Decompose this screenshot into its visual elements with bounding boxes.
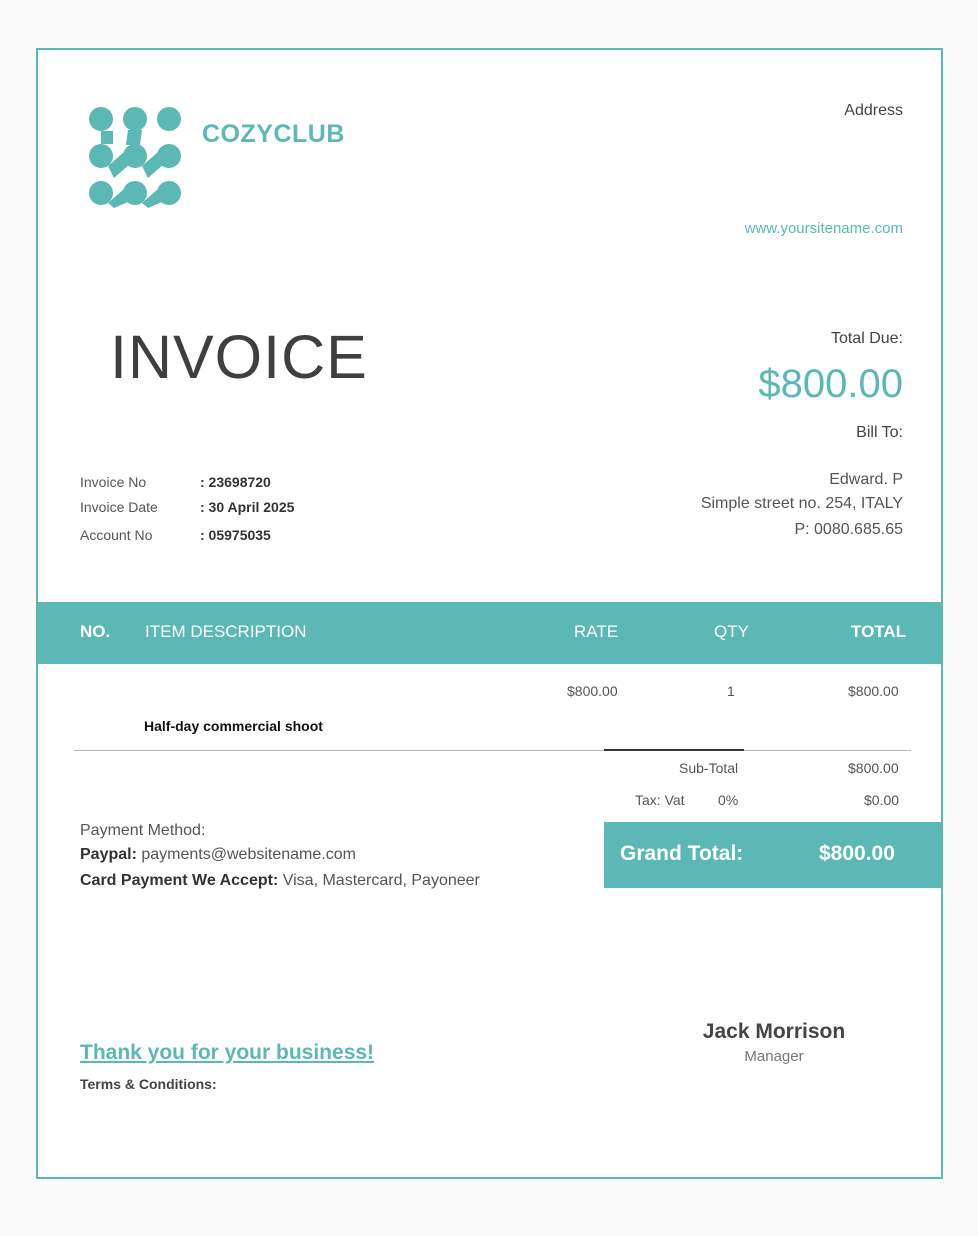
invoice-date-value: : 30 April 2025	[200, 499, 295, 515]
client-phone: P: 0080.685.65	[794, 521, 903, 538]
item-total: $800.00	[848, 683, 899, 699]
tax-value: $0.00	[864, 792, 900, 808]
invoice-title: INVOICE	[110, 323, 368, 391]
grand-total-label: Grand Total:	[620, 842, 744, 865]
table-divider	[74, 750, 911, 751]
payment-method-label: Payment Method:	[80, 822, 206, 839]
bill-to-label: Bill To:	[856, 424, 903, 441]
card-value: Visa, Mastercard, Payoneer	[282, 872, 480, 889]
client-street: Simple street no. 254, ITALY	[700, 495, 903, 512]
invoice-no-value: : 23698720	[200, 474, 271, 490]
address-label: Address	[844, 102, 903, 119]
paypal-label: Paypal:	[80, 846, 137, 863]
col-qty: QTY	[714, 622, 749, 641]
paypal-value: payments@websitename.com	[141, 846, 356, 863]
website-link[interactable]: www.yoursitename.com	[744, 220, 903, 237]
signer-name: Jack Morrison	[702, 1020, 846, 1043]
total-due-value: $800.00	[758, 362, 903, 406]
invoice-date-label: Invoice Date	[80, 499, 158, 515]
tax-label: Tax: Vat	[635, 792, 685, 808]
thank-you-message: Thank you for your business!	[80, 1041, 375, 1064]
subtotal-label: Sub-Total	[679, 760, 739, 776]
card-line	[80, 872, 480, 890]
terms-label: Terms & Conditions:	[80, 1076, 217, 1092]
paypal-line	[80, 846, 356, 864]
subtotal-rule	[604, 749, 744, 751]
grand-total-box	[604, 822, 943, 888]
cozyclub-logo-icon	[88, 104, 182, 208]
signer-role: Manager	[744, 1048, 804, 1065]
account-no-value: : 05975035	[200, 527, 271, 543]
brand-name: COZYCLUB	[202, 120, 345, 148]
col-description: ITEM DESCRIPTION	[145, 622, 307, 641]
invoice-no-label: Invoice No	[80, 474, 147, 490]
tax-rate: 0%	[718, 792, 739, 808]
item-rate: $800.00	[567, 683, 618, 699]
client-name: Edward. P	[829, 471, 903, 488]
item-description: Half-day commercial shoot	[144, 718, 323, 734]
col-no: NO.	[80, 622, 111, 641]
total-due-label: Total Due:	[830, 330, 903, 347]
grand-total-value: $800.00	[819, 842, 895, 865]
item-qty: 1	[727, 683, 735, 699]
subtotal-value: $800.00	[848, 760, 899, 776]
col-total: TOTAL	[851, 622, 907, 641]
card-label: Card Payment We Accept:	[80, 872, 279, 889]
items-table-header	[38, 602, 943, 664]
col-rate: RATE	[574, 622, 619, 641]
account-no-label: Account No	[80, 527, 153, 543]
invoice-page	[36, 48, 943, 1179]
